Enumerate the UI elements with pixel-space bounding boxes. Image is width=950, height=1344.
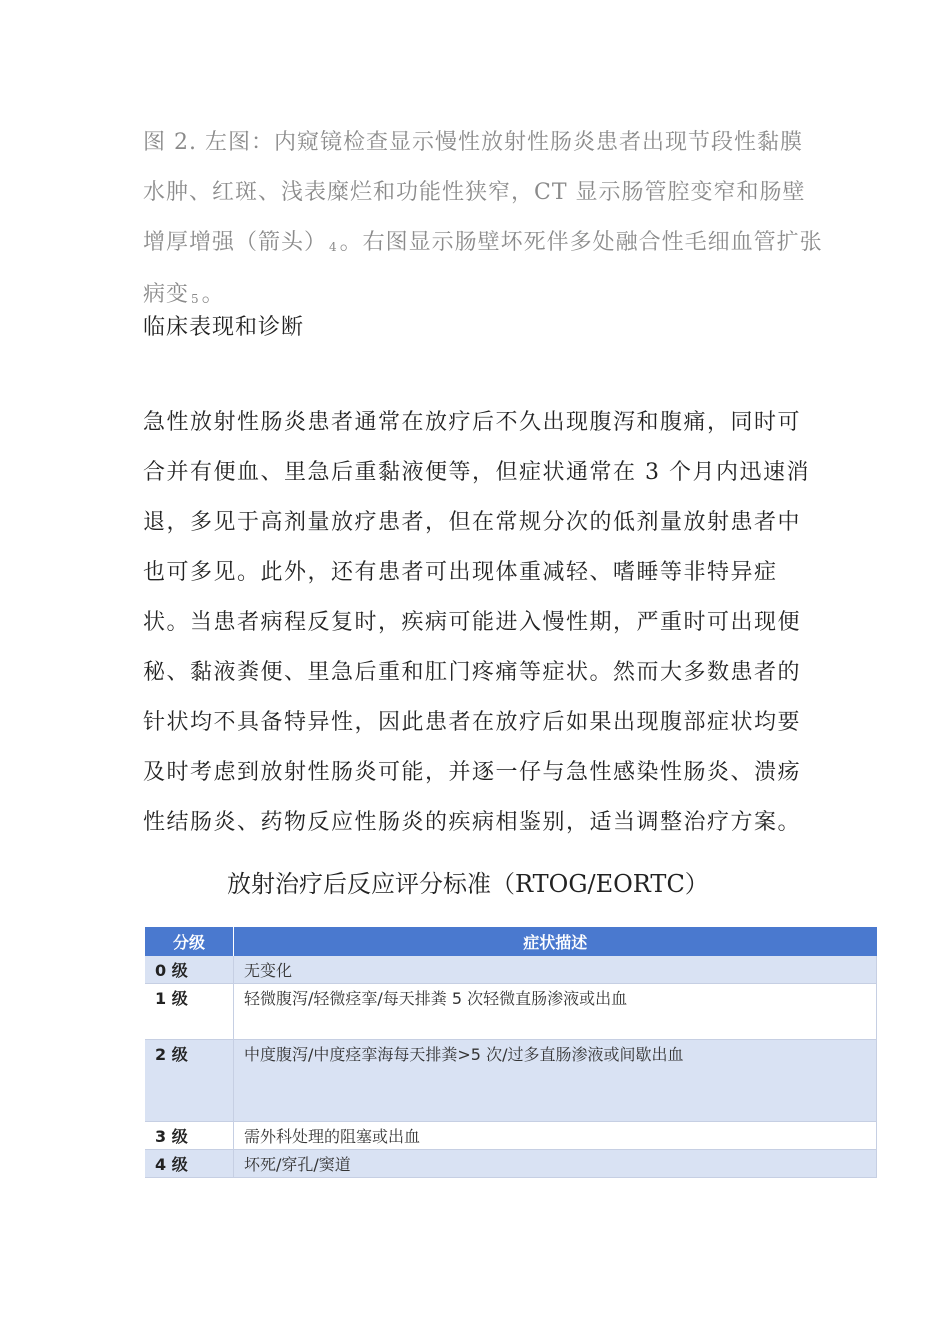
grade-cell: 4 级 [145,1150,234,1178]
header-description: 症状描述 [234,927,877,956]
caption-text-2: 。右图显示肠壁坏死伴多处融合性毛细血管扩张病变 [143,230,823,307]
grade-cell: 2 级 [145,1040,234,1122]
table-row [145,984,877,1040]
caption-text-3: 。 [201,282,225,307]
grade-cell: 1 级 [145,984,234,1040]
description-cell: 中度腹泻/中度痉挛海每天排粪>5 次/过多直肠渗液或间歇出血 [234,1040,877,1122]
caption-reference-2: 5 [191,292,200,306]
caption-text-1: 图 2. 左图：内窥镜检查显示慢性放射性肠炎患者出现节段性黏膜水肿、红斑、浅表糜烂和功能性狭窄，CT 显示肠管腔变窄和肠壁增厚增强（箭头） [143,130,806,255]
section-heading: 临床表现和诊断 [143,315,305,340]
figure-caption [143,118,823,322]
caption-reference-1: 4 [329,240,338,254]
table-row [145,1150,877,1178]
description-cell: 需外科处理的阻塞或出血 [234,1122,877,1150]
description-cell: 坏死/穿孔/窦道 [234,1150,877,1178]
grade-cell: 3 级 [145,1122,234,1150]
grading-table [145,927,877,1178]
grade-cell: 0 级 [145,956,234,984]
table-row [145,956,877,984]
table-row [145,1122,877,1150]
description-cell: 无变化 [234,956,877,984]
header-grade: 分级 [145,927,234,956]
body-paragraph: 急性放射性肠炎患者通常在放疗后不久出现腹泻和腹痛，同时可合并有便血、里急后重黏液便等，但症状通常在 3 个月内迅速消退，多见于高剂量放疗患者，但在常规分次的低剂量放射患者中也可多见。此外，还有患者可出现体重减轻、嗜睡等非特异症状。当患者病程反复时，疾病可能进入慢性期，严重时可出现便秘、黏液粪便、里急后重和肛门疼痛等症状。然而大多数患者的针状均不具备特异性，因此患者在放疗后如果出现腹部症状均要及时考虑到放射性肠炎可能，并逐一仔与急性感染性肠炎、溃疡性结肠炎、药物反应性肠炎的疾病相鉴别，适当调整治疗方案。 [143,410,810,835]
table-header-row [145,927,877,956]
table-title: 放射治疗后反应评分标准（RTOG/EORTC） [227,870,709,898]
table-row [145,1040,877,1122]
description-cell: 轻微腹泻/轻微痉挛/每天排粪 5 次轻微直肠渗液或出血 [234,984,877,1040]
